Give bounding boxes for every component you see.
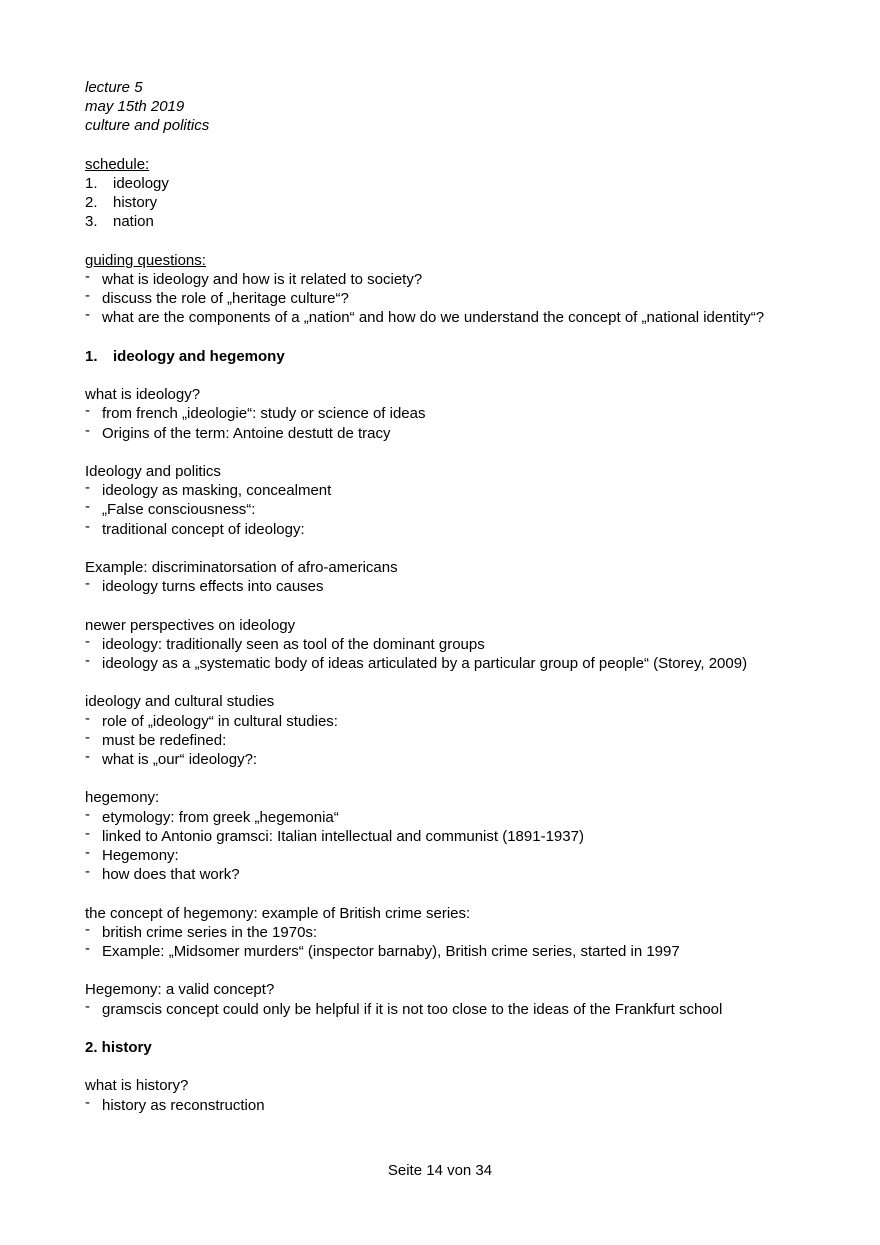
list-item-text: ideology as a „systematic body of ideas articulated by a particular group of people“ (Storey, 2009) xyxy=(102,654,748,672)
list-item xyxy=(85,632,787,654)
what-is-ideology-block-title xyxy=(85,385,787,404)
dash-marker: - xyxy=(85,728,90,746)
page-footer xyxy=(0,1161,880,1180)
concept-of-hegemony-block-title xyxy=(85,904,787,923)
list-number: 3. xyxy=(85,213,98,231)
title-block-line: lecture 5 xyxy=(85,79,143,96)
document-content xyxy=(85,78,787,1134)
lead-text: ideology and cultural studies xyxy=(85,693,275,711)
example-discrimination-block xyxy=(85,558,787,596)
title-block-line: may 15th 2019 xyxy=(85,98,185,116)
list-item-text: etymology: from greek „hegemonia“ xyxy=(102,808,339,826)
dash-marker: - xyxy=(85,306,90,324)
list-item-text: Origins of the term: Antoine destutt de tracy xyxy=(102,424,391,442)
dash-marker: - xyxy=(85,920,90,938)
list-item-text: what is ideology and how is it related to society? xyxy=(102,271,423,288)
guiding-questions-block xyxy=(85,251,787,328)
dash-marker: - xyxy=(85,517,90,535)
list-item-text: history xyxy=(113,194,158,212)
list-item xyxy=(85,865,787,884)
hegemony-block-title xyxy=(85,788,787,807)
list-item xyxy=(85,500,787,519)
list-item xyxy=(85,709,787,731)
schedule-block-title xyxy=(85,155,787,174)
list-item-text: what are the components of a „nation“ and how do we understand the concept of „national identity“? xyxy=(102,309,765,327)
list-item-text: nation xyxy=(113,213,154,231)
lead-text: newer perspectives on ideology xyxy=(85,616,296,634)
what-is-history-block xyxy=(85,1076,787,1114)
ideology-and-politics-block xyxy=(85,462,787,539)
lead-text: Example: discriminatorsation of afro-americans xyxy=(85,558,398,576)
dash-marker: - xyxy=(85,824,90,842)
hegemony-valid-concept-block-title xyxy=(85,980,787,999)
list-item-text: gramscis concept could only be helpful if it is not too close to the ideas of the Frankfurt school xyxy=(102,1000,723,1018)
guiding-questions-block-title xyxy=(85,251,787,270)
list-item xyxy=(85,1093,787,1115)
list-number: 2. xyxy=(85,194,98,212)
list-item-text: ideology: traditionally seen as tool of the dominant groups xyxy=(102,635,485,653)
title-block-line: culture and politics xyxy=(85,117,210,135)
list-item-text: british crime series in the 1970s: xyxy=(102,923,318,941)
list-item xyxy=(85,193,787,212)
list-item xyxy=(85,843,787,865)
list-item-text: history as reconstruction xyxy=(102,1096,265,1114)
list-item xyxy=(85,805,787,827)
lead-text: what is ideology? xyxy=(85,386,201,404)
list-item xyxy=(85,308,787,327)
list-item-text: how does that work? xyxy=(102,866,240,884)
list-item xyxy=(85,404,787,423)
hegemony-valid-concept-block xyxy=(85,980,787,1018)
list-item-text: must be redefined: xyxy=(102,731,227,749)
list-item-text: ideology as masking, concealment xyxy=(102,482,332,500)
dash-marker: - xyxy=(85,421,90,439)
ideology-and-politics-block-title xyxy=(85,462,787,481)
list-item xyxy=(85,651,787,673)
example-discrimination-block-title xyxy=(85,558,787,577)
newer-perspectives-block xyxy=(85,616,787,674)
lead-text: 2. history xyxy=(85,1038,152,1056)
list-item-text: linked to Antonio gramsci: Italian intellectual and communist (1891-1937) xyxy=(102,827,584,845)
dash-marker: - xyxy=(85,479,90,497)
lead-text: hegemony: xyxy=(85,789,160,807)
list-number: 1. xyxy=(85,175,98,192)
lead-text: schedule: xyxy=(85,155,150,173)
section-1-heading xyxy=(85,347,787,366)
dash-marker: - xyxy=(85,997,90,1015)
list-item-text: Example: „Midsomer murders“ (inspector barnaby), British crime series, started in 1997 xyxy=(102,942,680,960)
list-item-text: what is „our“ ideology?: xyxy=(102,750,258,768)
section-2-heading xyxy=(85,1038,787,1057)
lead-text: what is history? xyxy=(85,1077,189,1095)
dash-marker: - xyxy=(85,805,90,823)
list-item xyxy=(85,270,787,289)
list-item xyxy=(85,212,787,231)
dash-marker: - xyxy=(85,287,90,305)
list-item xyxy=(85,939,787,961)
list-item-text: discuss the role of „heritage culture“? xyxy=(102,290,349,308)
section-2-heading-title xyxy=(85,1038,787,1057)
list-item-text: ideology xyxy=(113,175,169,192)
page-number: Seite 14 von 34 xyxy=(387,1162,493,1179)
title-block xyxy=(85,78,787,136)
section-1-heading-title xyxy=(85,347,787,366)
concept-of-hegemony-block xyxy=(85,904,787,962)
list-item xyxy=(85,481,787,500)
list-item xyxy=(85,728,787,750)
ideology-cultural-studies-block-title xyxy=(85,692,787,711)
list-item xyxy=(85,747,787,769)
heading-number: 1. xyxy=(85,347,98,365)
dash-marker: - xyxy=(85,498,90,516)
list-item xyxy=(85,824,787,846)
ideology-cultural-studies-block xyxy=(85,692,787,769)
schedule-block xyxy=(85,155,787,232)
dash-marker: - xyxy=(85,575,90,593)
list-item-text: Hegemony: xyxy=(102,846,179,864)
list-item-text: ideology turns effects into causes xyxy=(102,578,324,596)
hegemony-block xyxy=(85,788,787,884)
dash-marker: - xyxy=(85,863,90,881)
dash-marker: - xyxy=(85,651,90,669)
lead-text: Hegemony: a valid concept? xyxy=(85,981,275,999)
dash-marker: - xyxy=(85,402,90,420)
list-item-text: role of „ideology“ in cultural studies: xyxy=(102,712,338,730)
dash-marker: - xyxy=(85,709,90,727)
heading-text: ideology and hegemony xyxy=(113,347,285,365)
list-item xyxy=(85,997,787,1019)
what-is-history-block-title xyxy=(85,1076,787,1095)
dash-marker: - xyxy=(85,268,90,285)
newer-perspectives-block-title xyxy=(85,616,787,635)
list-item xyxy=(85,920,787,942)
dash-marker: - xyxy=(85,939,90,957)
list-item xyxy=(85,517,787,539)
list-item-text: from french „ideologie“: study or science of ideas xyxy=(102,405,426,423)
lead-text: guiding questions: xyxy=(85,251,206,269)
dash-marker: - xyxy=(85,632,90,650)
dash-marker: - xyxy=(85,1093,90,1111)
list-item-text: traditional concept of ideology: xyxy=(102,520,305,538)
lead-text: the concept of hegemony: example of British crime series: xyxy=(85,904,471,922)
dash-marker: - xyxy=(85,747,90,765)
list-item xyxy=(85,577,787,596)
list-item xyxy=(85,421,787,443)
list-item-text: „False consciousness“: xyxy=(102,501,256,519)
lead-text: Ideology and politics xyxy=(85,462,221,480)
dash-marker: - xyxy=(85,843,90,861)
list-item xyxy=(85,174,787,193)
what-is-ideology-block xyxy=(85,385,787,443)
list-item xyxy=(85,289,787,308)
